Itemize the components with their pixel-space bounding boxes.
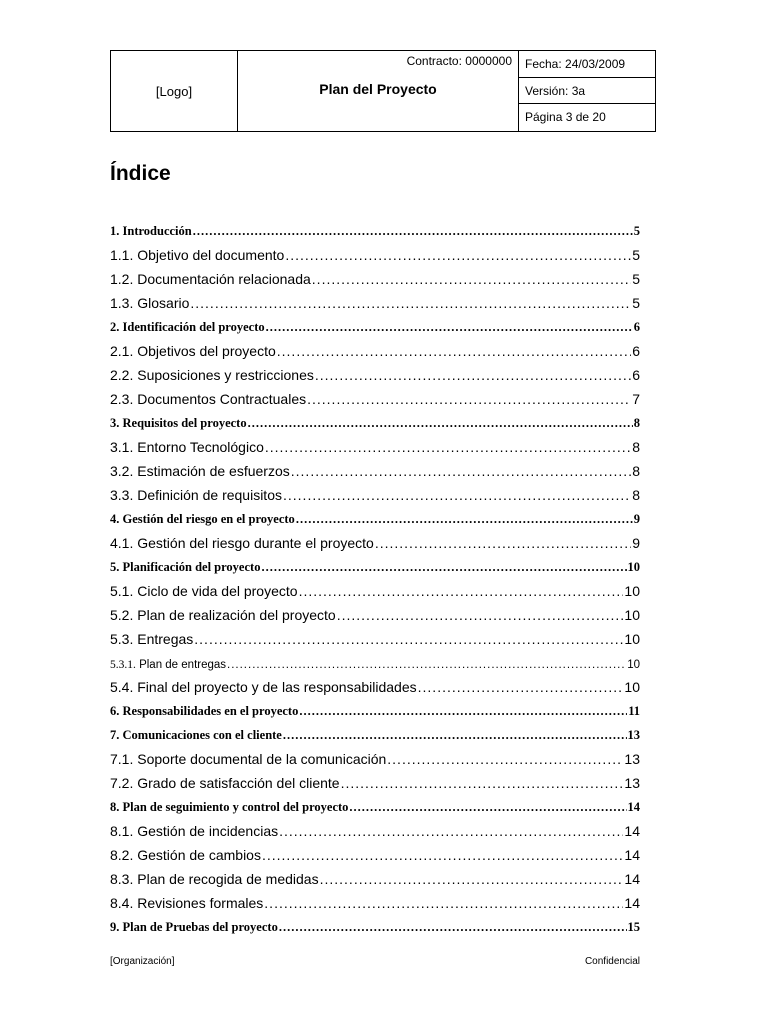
toc-entry-page: 9 — [632, 535, 640, 551]
toc-entry-title: 5.4. Final del proyecto y de las responsabilidades — [110, 679, 417, 695]
toc-entry[interactable] — [110, 335, 640, 359]
toc-entry-title: 7. Comunicaciones con el cliente — [110, 728, 282, 742]
toc-entry-title: 4.1. Gestión del riesgo durante el proyecto — [110, 535, 374, 551]
toc-entry[interactable] — [110, 359, 640, 383]
toc-entry[interactable] — [110, 263, 640, 287]
toc-entry-page: 8 — [632, 487, 640, 503]
toc-entry[interactable] — [110, 911, 640, 935]
toc-entry-title: 8.1. Gestión de incidencias — [110, 823, 279, 839]
toc-dot-leader — [264, 895, 623, 911]
toc-entry[interactable] — [110, 767, 640, 791]
toc-entry[interactable] — [110, 383, 640, 407]
toc-dot-leader — [283, 728, 627, 743]
toc-dot-leader — [341, 775, 624, 791]
toc-entry[interactable] — [110, 527, 640, 551]
toc-entry-title: 8.3. Plan de recogida de medidas — [110, 871, 319, 887]
toc-entry-title: 3. Requisitos del proyecto — [110, 416, 247, 430]
toc-dot-leader — [320, 871, 624, 887]
toc-entry[interactable] — [110, 863, 640, 887]
toc-entry-title: 6. Responsabilidades en el proyecto — [110, 704, 299, 718]
toc-dot-leader — [279, 823, 623, 839]
logo-placeholder: [Logo] — [111, 51, 238, 131]
toc-entry[interactable] — [110, 671, 640, 695]
toc-dot-leader — [285, 247, 631, 263]
toc-dot-leader — [277, 343, 631, 359]
toc-entry-page: 13 — [627, 728, 640, 742]
toc-entry[interactable] — [110, 719, 640, 743]
toc-entry-title: 1.2. Documentación relacionada — [110, 271, 311, 287]
toc-entry[interactable] — [110, 575, 640, 599]
toc-entry-title: 3.1. Entorno Tecnológico — [110, 439, 264, 455]
toc-entry[interactable] — [110, 215, 640, 239]
toc-dot-leader — [337, 607, 624, 623]
toc-entry-title: 5. Planificación del proyecto — [110, 560, 261, 574]
toc-entry-page: 14 — [624, 895, 640, 911]
toc-entry[interactable] — [110, 647, 640, 671]
footer-confidential: Confidencial — [584, 956, 640, 967]
toc-dot-leader — [349, 800, 626, 815]
toc-entry-title: 2.3. Documentos Contractuales — [110, 391, 307, 407]
toc-dot-leader — [193, 224, 633, 239]
toc-dot-leader — [261, 560, 626, 575]
contract-number: Contracto: 0000000 — [406, 54, 512, 68]
toc-heading: Índice — [110, 162, 171, 185]
toc-entry-title: 7.2. Grado de satisfacción del cliente — [110, 775, 340, 791]
toc-dot-leader — [375, 535, 631, 551]
toc-entry-page: 14 — [624, 823, 640, 839]
toc-entry-page: 10 — [627, 659, 640, 671]
toc-entry-page: 13 — [624, 751, 640, 767]
toc-entry-title: 3.2. Estimación de esfuerzos — [110, 463, 290, 479]
toc-entry-page: 5 — [632, 295, 640, 311]
toc-dot-leader — [262, 847, 623, 863]
toc-entry-title: 8.4. Revisiones formales — [110, 895, 264, 911]
toc-entry-title: 8. Plan de seguimiento y control del proyecto — [110, 800, 349, 814]
document-version: Versión: 3a — [519, 78, 655, 105]
toc-dot-leader — [265, 439, 631, 455]
toc-entry[interactable] — [110, 239, 640, 263]
toc-entry[interactable] — [110, 551, 640, 575]
toc-entry-page: 10 — [624, 679, 640, 695]
toc-entry[interactable] — [110, 623, 640, 647]
toc-entry-page: 5 — [633, 224, 640, 238]
toc-entry-page: 7 — [632, 391, 640, 407]
document-header — [110, 50, 656, 132]
toc-entry-title: 1. Introducción — [110, 224, 192, 238]
toc-entry[interactable] — [110, 791, 640, 815]
document-title: Plan del Proyecto — [319, 81, 437, 97]
toc-entry-page: 6 — [632, 367, 640, 383]
toc-dot-leader — [299, 583, 624, 599]
header-meta — [518, 51, 655, 131]
toc-entry-title: 3.3. Definición de requisitos — [110, 487, 282, 503]
toc-entry[interactable] — [110, 479, 640, 503]
page-number: Página 3 de 20 — [525, 110, 606, 125]
toc-dot-leader — [190, 295, 631, 311]
toc-dot-leader — [387, 751, 623, 767]
toc-entry-page: 10 — [624, 631, 640, 647]
toc-entry-title: 5.1. Ciclo de vida del proyecto — [110, 583, 298, 599]
toc-entry-page: 14 — [624, 847, 640, 863]
toc-entry-title: 2.2. Suposiciones y restricciones — [110, 367, 314, 383]
toc-entry-title: 8.2. Gestión de cambios — [110, 847, 261, 863]
toc-dot-leader — [283, 487, 631, 503]
toc-entry[interactable] — [110, 695, 640, 719]
toc-entry-page: 11 — [628, 704, 640, 718]
toc-entry-page: 15 — [627, 920, 640, 934]
toc-entry-page: 8 — [633, 416, 640, 430]
toc-entry-page: 6 — [632, 343, 640, 359]
toc-dot-leader — [307, 391, 631, 407]
toc-entry-page: 5 — [632, 271, 640, 287]
toc-entry-page: 5 — [632, 247, 640, 263]
toc-entry-page: 14 — [624, 871, 640, 887]
toc-entry-title: Plan de entregas — [139, 659, 227, 671]
toc-entry[interactable] — [110, 287, 640, 311]
toc-dot-leader — [291, 463, 631, 479]
toc-entry-title: 9. Plan de Pruebas del proyecto — [110, 920, 278, 934]
toc-entry[interactable] — [110, 407, 640, 431]
toc-dot-leader — [312, 271, 631, 287]
toc-entry-title: 1.1. Objetivo del documento — [110, 247, 285, 263]
toc-entry[interactable] — [110, 815, 640, 839]
toc-entry-title: 7.1. Soporte documental de la comunicación — [110, 751, 387, 767]
table-of-contents — [110, 215, 640, 935]
toc-entry[interactable] — [110, 887, 640, 911]
toc-dot-leader — [248, 416, 633, 431]
toc-entry[interactable] — [110, 431, 640, 455]
toc-entry-title: 2.1. Objetivos del proyecto — [110, 343, 276, 359]
footer-organization: [Organización] — [110, 956, 175, 967]
toc-entry-page: 6 — [633, 320, 640, 334]
toc-entry-title: 1.3. Glosario — [110, 295, 190, 311]
toc-entry[interactable] — [110, 839, 640, 863]
toc-entry[interactable] — [110, 311, 640, 335]
toc-entry-page: 14 — [627, 800, 640, 814]
toc-entry-number: 5.3.1. — [110, 659, 136, 671]
toc-entry-title: 5.2. Plan de realización del proyecto — [110, 607, 336, 623]
toc-dot-leader — [279, 920, 627, 935]
toc-entry[interactable] — [110, 455, 640, 479]
document-date: Fecha: 24/03/2009 — [519, 51, 655, 78]
toc-entry-page: 13 — [624, 775, 640, 791]
toc-entry[interactable] — [110, 503, 640, 527]
toc-entry-page: 10 — [624, 607, 640, 623]
toc-entry-page: 8 — [632, 439, 640, 455]
header-middle — [238, 51, 518, 131]
toc-dot-leader — [296, 512, 633, 527]
toc-entry[interactable] — [110, 743, 640, 767]
toc-dot-leader — [227, 659, 626, 671]
toc-entry-title: 5.3. Entregas — [110, 631, 194, 647]
toc-dot-leader — [418, 679, 624, 695]
toc-entry-page: 9 — [633, 512, 640, 526]
toc-entry-title: 2. Identificación del proyecto — [110, 320, 265, 334]
toc-dot-leader — [194, 631, 623, 647]
toc-dot-leader — [299, 704, 627, 719]
toc-dot-leader — [266, 320, 633, 335]
toc-entry-page: 10 — [627, 560, 640, 574]
toc-dot-leader — [315, 367, 631, 383]
toc-entry[interactable] — [110, 599, 640, 623]
toc-entry-title: 4. Gestión del riesgo en el proyecto — [110, 512, 295, 526]
toc-entry-page: 10 — [624, 583, 640, 599]
toc-entry-page: 8 — [632, 463, 640, 479]
